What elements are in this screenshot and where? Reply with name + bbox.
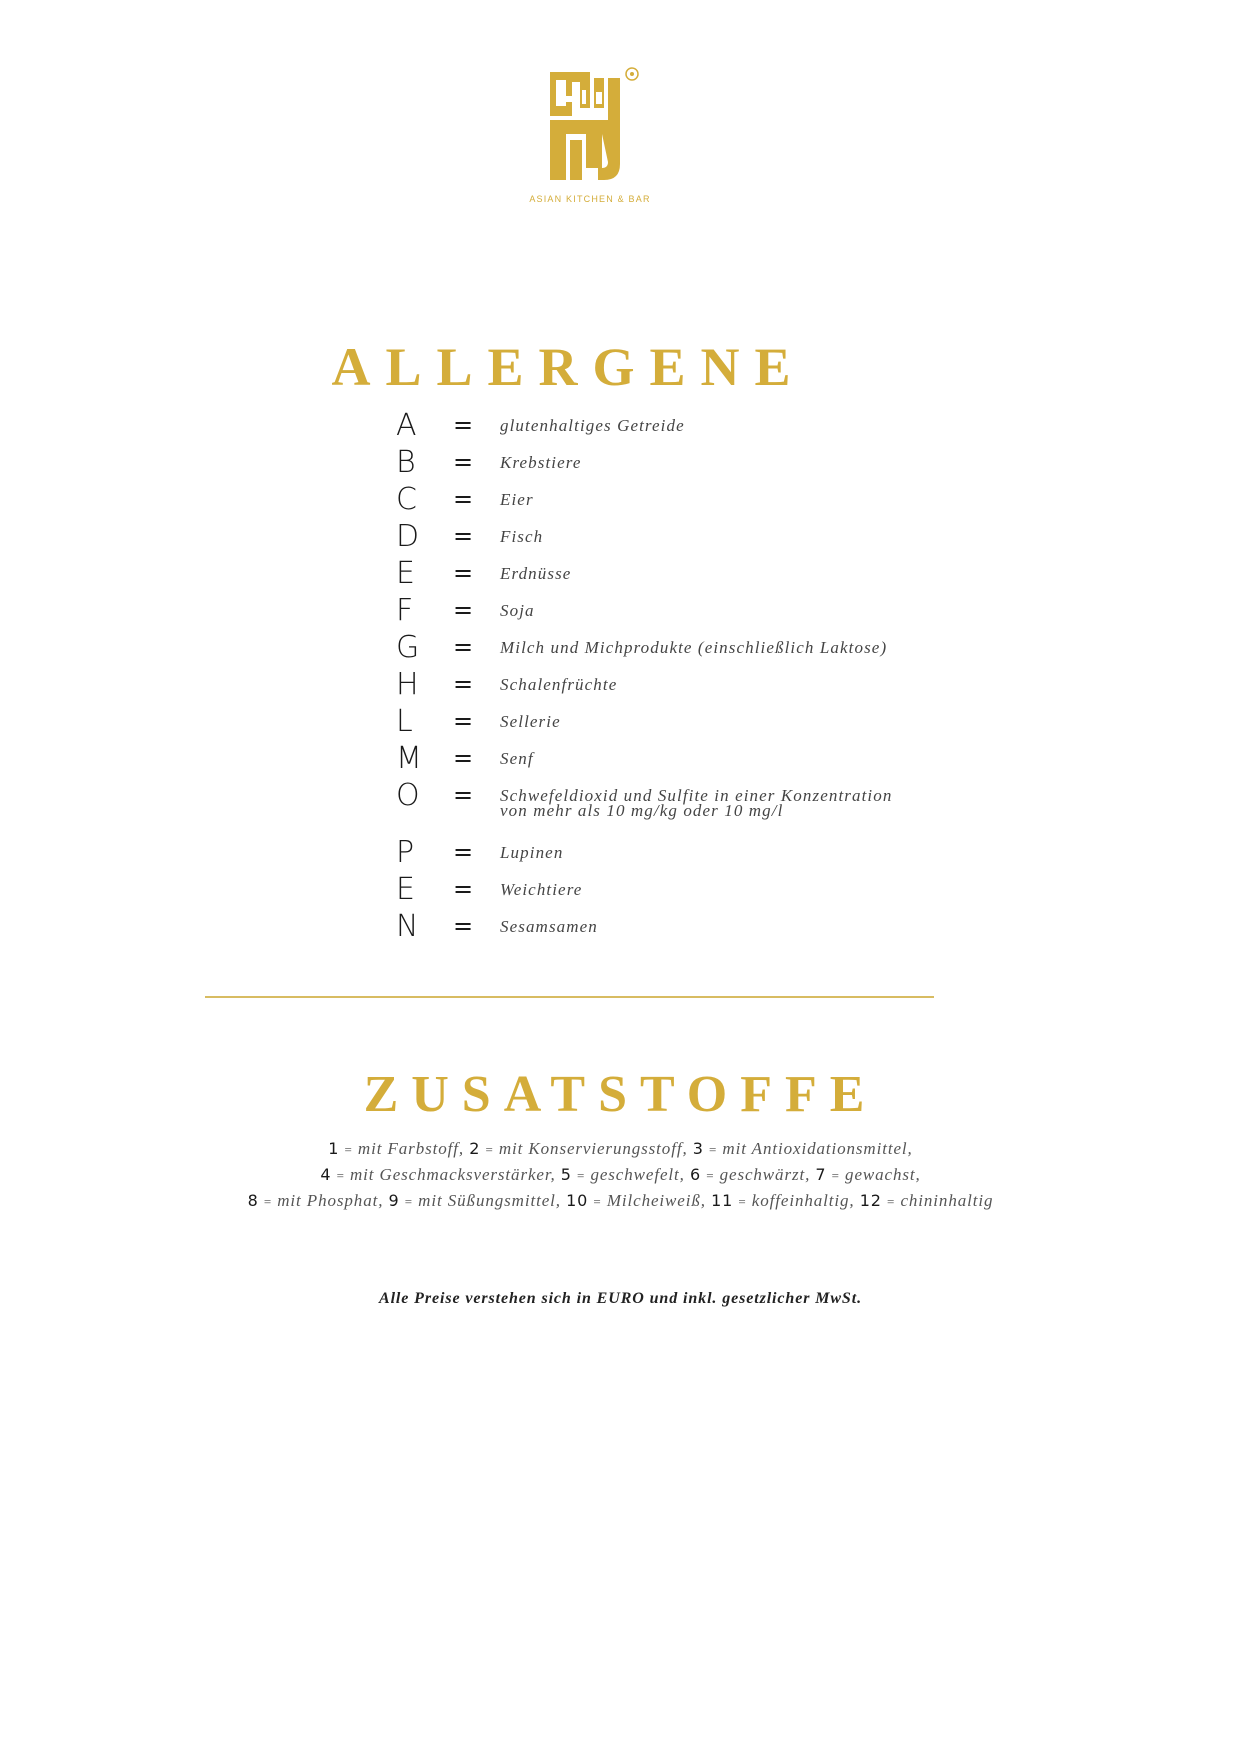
additive-number: 9 [388,1191,400,1210]
equals-sign: = [453,875,474,903]
additive-number: 3 [692,1139,704,1158]
additives-line [0,1162,1241,1188]
equals-sign: = [453,781,474,809]
allergen-letter: L [396,704,413,739]
equals-sign: = [453,559,474,587]
additive-text: mit Farbstoff, [357,1139,465,1158]
additive-number: 2 [469,1139,481,1158]
allergen-description: Sellerie [500,712,561,731]
additive-text: mit Phosphat, [277,1191,384,1210]
additive-text: Milcheiweiß, [606,1191,706,1210]
additive-number: 4 [320,1165,332,1184]
price-note: Alle Preise verstehen sich in EURO und inkl. gesetzlicher MwSt. [379,1290,862,1307]
equals-sign: = [344,1142,353,1157]
equals-sign: = [453,411,474,439]
allergen-row [396,909,956,945]
equals-sign: = [453,707,474,735]
allergen-description: Weichtiere [500,880,583,899]
allergen-description: Soja [500,601,535,620]
additives-line [0,1136,1241,1162]
additive-number: 5 [560,1165,572,1184]
allergen-row [396,704,956,740]
allergen-description: Milch und Michprodukte (einschließlich Laktose) [500,638,888,657]
equals-sign: = [887,1194,896,1209]
allergen-row [396,556,956,592]
allergen-description: Erdnüsse [500,564,572,583]
allergen-description: Eier [500,490,534,509]
additive-text: geschwefelt, [590,1165,685,1184]
additive-number: 1 [328,1139,340,1158]
allergen-row [396,667,956,703]
equals-sign: = [738,1194,747,1209]
additive-number: 11 [711,1191,734,1210]
equals-sign: = [706,1168,715,1183]
allergen-row [396,445,956,481]
allergen-letter: M [396,741,422,776]
allergen-letter: E [396,556,415,591]
additive-text: gewachst, [845,1165,921,1184]
allergen-description-line: von mehr als 10 mg/kg oder 10 mg/l [500,801,784,820]
equals-sign: = [593,1194,602,1209]
additive-text: mit Süßungsmittel, [418,1191,561,1210]
equals-sign: = [453,912,474,940]
allergen-row [396,835,956,871]
additive-number: 12 [859,1191,882,1210]
equals-sign: = [453,485,474,513]
additives-line [0,1188,1241,1214]
equals-sign: = [453,744,474,772]
allergen-letter: F [396,593,414,628]
allergen-letter: C [396,482,417,517]
brand-tagline: ASIAN KITCHEN & BAR [529,194,651,204]
additive-text: koffeinhaltig, [751,1191,855,1210]
allergen-description: glutenhaltiges Getreide [500,416,685,435]
equals-sign: = [453,522,474,550]
allergen-letter: P [396,835,415,870]
allergen-letter: A [396,408,417,443]
allergen-letter: D [396,519,420,554]
equals-sign: = [453,670,474,698]
allergen-description: Fisch [500,527,544,546]
additive-number: 8 [247,1191,259,1210]
allergen-row [396,482,956,518]
allergen-description: Krebstiere [500,453,582,472]
equals-sign: = [453,633,474,661]
allergen-letter: G [396,630,420,665]
allergen-row [396,741,956,777]
equals-sign: = [831,1168,840,1183]
allergen-row [396,630,956,666]
additive-text: mit Antioxidationsmittel, [722,1139,913,1158]
additives-list [0,1136,1241,1214]
allergen-description: Sesamsamen [500,917,598,936]
additive-number: 6 [689,1165,702,1184]
additive-number: 7 [815,1165,827,1184]
allergen-letter: E [396,872,415,907]
equals-sign: = [336,1168,345,1183]
equals-sign: = [453,596,474,624]
equals-sign: = [453,448,474,476]
equals-sign: = [263,1194,273,1209]
equals-sign: = [404,1194,414,1209]
equals-sign: = [577,1168,586,1183]
allergen-letter: O [396,778,420,813]
allergens-title: ALLERGENE [331,337,806,397]
additive-text: chininhaltig [900,1191,994,1210]
allergen-letter: N [396,909,419,944]
additive-text: mit Konservierungsstoff, [498,1139,688,1158]
allergen-row [396,778,956,830]
additive-number: 10 [566,1191,589,1210]
allergen-description-line: Schwefeldioxid und Sulfite in einer Konzentration [500,786,893,805]
allergen-row [396,593,956,629]
allergen-description [500,788,940,818]
allergen-letter: H [396,667,419,702]
allergen-letter: B [396,445,416,480]
additives-title: ZUSATSTOFFE [363,1066,878,1123]
allergen-row [396,872,956,908]
equals-sign: = [709,1142,718,1157]
allergen-description: Lupinen [500,843,564,862]
section-divider [205,996,934,998]
brand-logo-icon [542,64,642,184]
allergen-description: Schalenfrüchte [500,675,618,694]
equals-sign: = [485,1142,494,1157]
additive-text: mit Geschmacksverstärker, [349,1165,556,1184]
allergen-description: Senf [500,749,534,768]
additive-text: geschwärzt, [719,1165,811,1184]
allergen-row [396,408,956,444]
equals-sign: = [453,838,474,866]
allergen-row [396,519,956,555]
